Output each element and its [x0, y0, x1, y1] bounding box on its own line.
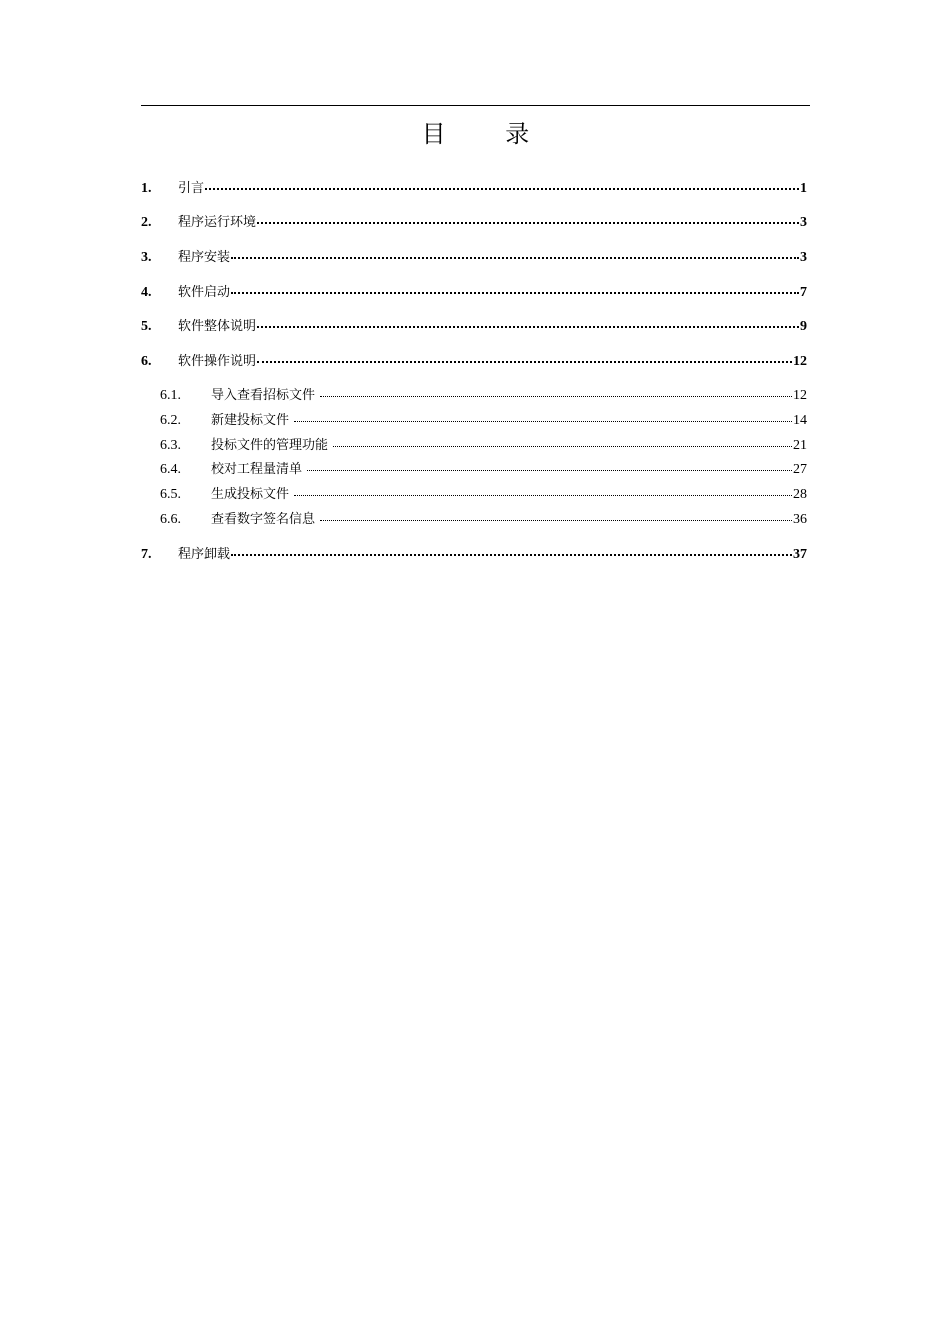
dot-leader [333, 435, 792, 449]
toc-entry-page: 28 [793, 487, 807, 502]
dot-leader [294, 410, 792, 424]
toc-entry-number: 6.6. [160, 512, 181, 527]
toc-entry-1[interactable] [141, 178, 807, 198]
toc-entry-page: 27 [793, 462, 807, 477]
dot-leader [257, 316, 799, 330]
toc-entry-6-5[interactable] [160, 484, 807, 504]
dot-leader [257, 351, 792, 365]
toc-entry-label: 软件启动 [178, 285, 231, 300]
dot-leader [231, 247, 799, 261]
toc-entry-label: 导入查看招标文件 [211, 388, 316, 403]
toc-entry-page: 9 [800, 319, 807, 334]
toc-entry-4[interactable] [141, 282, 807, 302]
toc-entry-page: 3 [800, 250, 807, 265]
toc-entry-page: 7 [800, 285, 807, 300]
dot-leader [257, 212, 799, 226]
toc-entry-page: 3 [800, 215, 807, 230]
toc-entry-number: 6.3. [160, 438, 181, 453]
toc-entry-number: 7. [141, 547, 152, 562]
toc-entry-number: 6.5. [160, 487, 181, 502]
toc-entry-3[interactable] [141, 247, 807, 267]
dot-leader [320, 509, 792, 523]
toc-entry-5[interactable] [141, 316, 807, 336]
toc-entry-label: 新建投标文件 [211, 413, 290, 428]
toc-entry-page: 36 [793, 512, 807, 527]
toc-entry-page: 37 [793, 547, 807, 562]
toc-entry-6-4[interactable] [160, 459, 807, 479]
dot-leader [231, 544, 792, 558]
toc-entry-6-2[interactable] [160, 410, 807, 430]
toc-entry-page: 21 [793, 438, 807, 453]
table-of-contents [141, 0, 807, 1344]
dot-leader [205, 178, 799, 192]
toc-entry-page: 12 [793, 354, 807, 369]
toc-entry-number: 6.4. [160, 462, 181, 477]
dot-leader [307, 459, 792, 473]
toc-entry-label: 查看数字签名信息 [211, 512, 316, 527]
toc-entry-number: 3. [141, 250, 152, 265]
toc-entry-number: 6. [141, 354, 152, 369]
toc-entry-number: 6.2. [160, 413, 181, 428]
toc-entry-2[interactable] [141, 212, 807, 232]
toc-entry-label: 软件操作说明 [178, 354, 257, 369]
toc-entry-label: 校对工程量清单 [211, 462, 303, 477]
toc-entry-page: 1 [800, 181, 807, 196]
toc-entry-label: 程序卸载 [178, 547, 231, 562]
toc-entry-6-3[interactable] [160, 435, 807, 455]
dot-leader [294, 484, 792, 498]
dot-leader [231, 282, 799, 296]
toc-entry-label: 生成投标文件 [211, 487, 290, 502]
dot-leader [320, 385, 792, 399]
toc-entry-6[interactable] [141, 351, 807, 371]
toc-entry-7[interactable] [141, 544, 807, 564]
toc-entry-number: 1. [141, 181, 152, 196]
toc-entry-label: 引言 [178, 181, 205, 196]
toc-entry-number: 5. [141, 319, 152, 334]
toc-entry-label: 程序安装 [178, 250, 231, 265]
toc-entry-page: 14 [793, 413, 807, 428]
toc-entry-page: 12 [793, 388, 807, 403]
toc-entry-number: 2. [141, 215, 152, 230]
toc-title: 目 录 [421, 120, 556, 148]
toc-entry-label: 程序运行环境 [178, 215, 257, 230]
toc-entry-6-1[interactable] [160, 385, 807, 405]
toc-entry-label: 软件整体说明 [178, 319, 257, 334]
toc-entry-6-6[interactable] [160, 509, 807, 529]
toc-entry-number: 6.1. [160, 388, 181, 403]
toc-entry-label: 投标文件的管理功能 [211, 438, 329, 453]
toc-entry-number: 4. [141, 285, 152, 300]
